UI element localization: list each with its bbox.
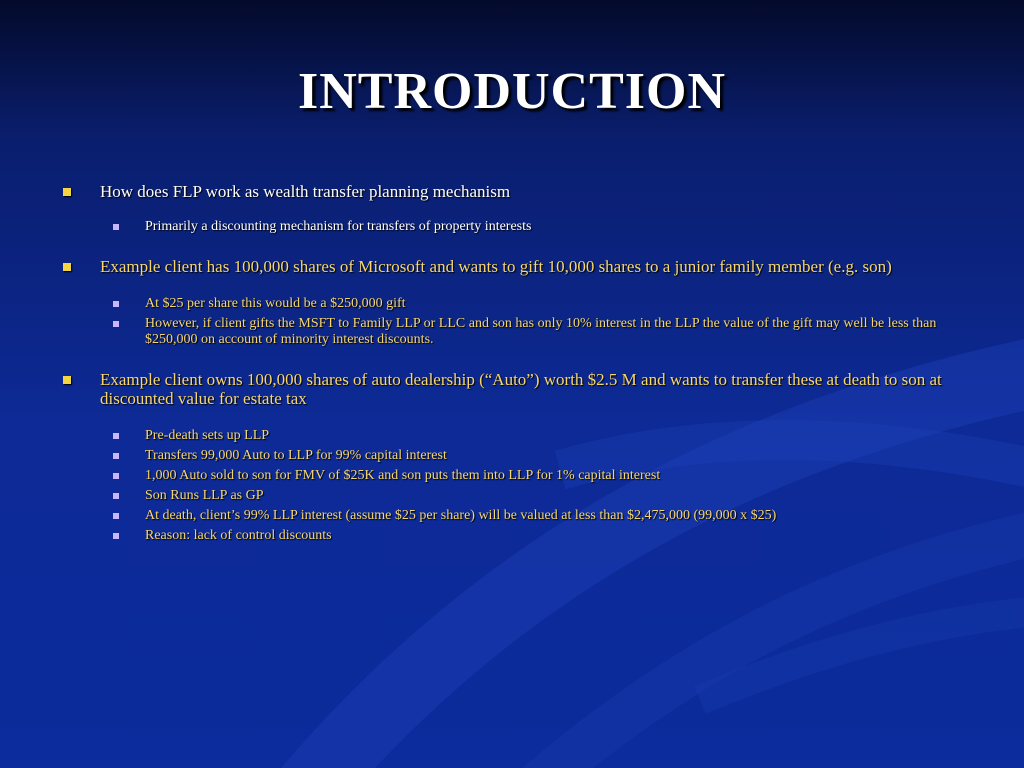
bullet-text: Example client owns 100,000 shares of auto dealership (“Auto”) worth $2.5 M and wants to transfer these at death to son at discounted value for estate tax [100,370,942,408]
subbullet-text: Pre-death sets up LLP [145,428,270,443]
small-square-bullet-icon [113,301,119,307]
square-bullet-icon [63,263,71,271]
small-square-bullet-icon [113,513,119,519]
subbullet-reason [60,528,950,544]
subbullet-sale-to-son [60,468,950,484]
small-square-bullet-icon [113,224,119,230]
small-square-bullet-icon [113,321,119,327]
small-square-bullet-icon [113,453,119,459]
subbullet-text: Reason: lack of control discounts [145,528,332,543]
bullet-flp-question [60,182,950,201]
subbullet-transfers [60,448,950,464]
subbullet-text: Transfers 99,000 Auto to LLP for 99% capital interest [145,448,447,463]
subbullet-text: Primarily a discounting mechanism for transfers of property interests [145,219,532,234]
slide-body [60,182,950,566]
bullet-example-microsoft [60,257,950,276]
bullet-text: Example client has 100,000 shares of Microsoft and wants to gift 10,000 shares to a junior family member (e.g. son) [100,257,892,276]
subbullet-list [60,428,950,544]
subbullet-text: At death, client’s 99% LLP interest (assume $25 per share) will be valued at less than $2,475,000 (99,000 x $25) [145,508,777,523]
subbullet-list [60,219,950,235]
subbullet-list [60,296,950,348]
slide-title: INTRODUCTION [297,63,727,120]
square-bullet-icon [63,376,71,384]
small-square-bullet-icon [113,433,119,439]
subbullet-minority-discount [60,316,950,348]
subbullet-discounting [60,219,950,235]
subbullet-pre-death [60,428,950,444]
small-square-bullet-icon [113,493,119,499]
subbullet-son-gp [60,488,950,504]
bullet-example-auto-dealership [60,370,950,408]
subbullet-text: Son Runs LLP as GP [145,488,264,503]
subbullet-valuation [60,508,950,524]
subbullet-text: At $25 per share this would be a $250,000 gift [145,296,406,311]
small-square-bullet-icon [113,533,119,539]
subbullet-gift-value [60,296,950,312]
small-square-bullet-icon [113,473,119,479]
square-bullet-icon [63,188,71,196]
subbullet-text: However, if client gifts the MSFT to Family LLP or LLC and son has only 10% interest in the LLP the value of the gift may well be less than $250,000 on account of minority interest discounts. [145,316,937,347]
bullet-text: How does FLP work as wealth transfer planning mechanism [100,182,511,201]
subbullet-text: 1,000 Auto sold to son for FMV of $25K and son puts them into LLP for 1% capital interest [145,468,661,483]
